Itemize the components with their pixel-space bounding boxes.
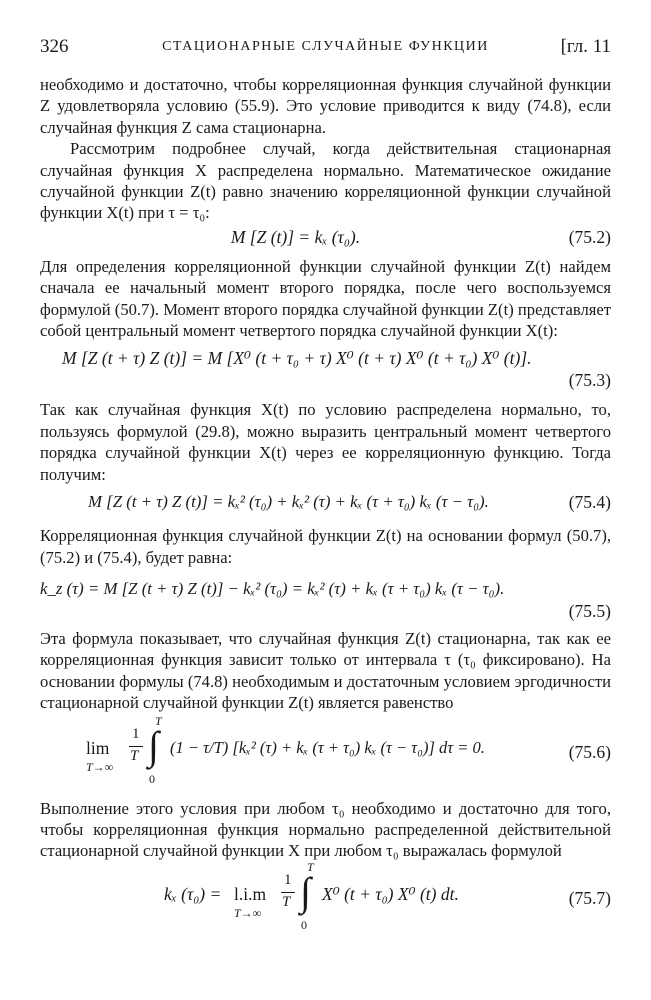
- equation-formula: M [Z (t)] = kₓ (τ₀).: [230, 226, 361, 247]
- integral-sign: ∫: [148, 722, 159, 768]
- equation-number: (75.4): [568, 492, 611, 513]
- equation-75-5: [40, 578, 611, 622]
- integral-lower-limit: 0: [149, 771, 155, 786]
- paragraph: Эта формула показывает, что случайная функция Z(t) стационарна, так как ее корреляционная функция зависит только от интервала τ (τ₀ фиксировано). На основании формулы (74.8) необходимым и достаточным условием эргодичности стационарной случайной функции Z(t) является равенство: [40, 628, 611, 713]
- page-body: [40, 74, 611, 932]
- page-number: 326: [40, 36, 69, 57]
- running-title: СТАЦИОНАРНЫЕ СЛУЧАЙНЫЕ ФУНКЦИИ: [162, 39, 489, 54]
- integral-lower-limit: 0: [301, 917, 307, 932]
- equation-75-7: [40, 859, 611, 932]
- equation-number: (75.7): [568, 887, 611, 908]
- integral-sign: ∫: [300, 868, 311, 914]
- equation-formula: k_z (τ) = M [Z (t + τ) Z (t)] − kₓ² (τ₀) = kₓ² (τ) + kₓ (τ + τ₀) kₓ (τ − τ₀).: [40, 578, 505, 598]
- chapter-ref: [гл. 11: [560, 36, 611, 57]
- equation-75-6: [40, 713, 611, 786]
- equation-formula: [86, 713, 556, 786]
- paragraph: необходимо и достаточно, чтобы корреляционная функция случайной функции Z удовлетворяла условию (55.9). Это условие приводится к виду (74.8), если случайная функция Z сама стационарна.: [40, 75, 611, 137]
- fraction-bar: [129, 746, 143, 747]
- paragraph: Так как случайная функция X(t) по условию распределена нормально, то, пользуясь формулой (29.8), можно выразить центральный момент четвертого порядка случайной функции X(t) через ее корреляционную функцию. Тогда получим:: [40, 400, 611, 484]
- limit-operator: lim: [86, 737, 110, 758]
- equation-75-3: [40, 347, 611, 391]
- equation-number: (75.6): [568, 741, 611, 762]
- equation-number: (75.2): [568, 226, 611, 247]
- limit-subscript: T→∞: [234, 905, 262, 920]
- paragraph: Для определения корреляционной функции случайной функции Z(t) найдем сначала ее начальный момент второго порядка, после чего воспользуемся формулой (50.7). Момент второго порядка случайной функции Z(t) представляет собой центральный момент четвертого порядка случайной функции X(t):: [40, 256, 611, 341]
- integrand: (1 − τ/T) [kₓ² (τ) + kₓ (τ + τ₀) kₓ (τ − τ₀)] dτ = 0.: [170, 737, 485, 757]
- paragraph: Рассмотрим подробнее случай, когда действительная стационарная случайная функция X распределена нормально. Математическое ожидание случайной функции Z(t) равно значению корреляционной функции случайной функции X(t) при τ = τ₀:: [40, 139, 611, 223]
- integral-upper-limit: T: [155, 713, 162, 728]
- equation-formula: M [Z (t + τ) Z (t)] = M [X⁰ (t + τ₀ + τ) X⁰ (t + τ) X⁰ (t + τ₀) X⁰ (t)].: [62, 348, 532, 369]
- paragraph: Выполнение этого условия при любом τ₀ необходимо и достаточно для того, чтобы корреляционная функция нормально распределенной действительной стационарной случайной функции X при любом τ₀ выражалась формулой: [40, 798, 611, 861]
- fraction-denominator: T: [282, 893, 291, 910]
- equation-75-4: [40, 491, 611, 513]
- equation-number: (75.5): [568, 600, 611, 621]
- fraction-bar: [281, 892, 295, 893]
- equation-number: (75.3): [568, 370, 611, 391]
- limit-subscript: T→∞: [86, 759, 114, 774]
- integral-upper-limit: T: [307, 859, 314, 874]
- equation-formula: M [Z (t + τ) Z (t)] = kₓ² (τ₀) + kₓ² (τ) + kₓ (τ + τ₀) kₓ (τ − τ₀).: [88, 492, 489, 512]
- integrand: X⁰ (t + τ₀) X⁰ (t) dt.: [322, 883, 459, 904]
- fraction-numerator: 1: [284, 871, 292, 888]
- fraction-numerator: 1: [132, 725, 140, 742]
- page-header: [40, 36, 611, 62]
- fraction-denominator: T: [130, 747, 139, 764]
- limit-operator: l.i.m: [234, 883, 267, 904]
- paragraph: Корреляционная функция случайной функции Z(t) на основании формул (50.7), (75.2) и (75.4), будет равна:: [40, 526, 611, 567]
- equation-formula: [164, 859, 524, 932]
- equation-75-2: [40, 226, 611, 248]
- equation-lhs: kₓ (τ₀) =: [164, 883, 222, 904]
